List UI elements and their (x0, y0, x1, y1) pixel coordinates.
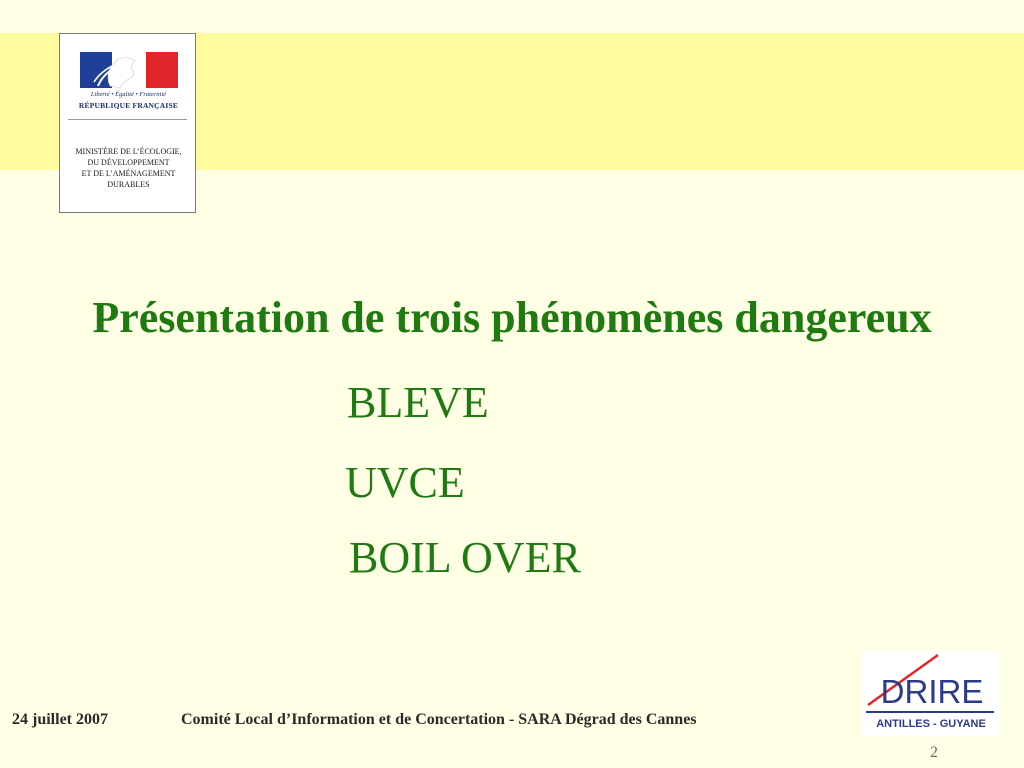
drire-underline (866, 711, 994, 713)
ministry-line: ET DE L’AMÉNAGEMENT (81, 169, 176, 178)
ministry-line: DU DÉVELOPPEMENT (87, 158, 170, 167)
marianne-flag-icon (80, 52, 178, 88)
motto-text: Liberté • Égalité • Fraternité (90, 91, 167, 98)
ministry-line: DURABLES (107, 180, 150, 189)
drire-region: ANTILLES - GUYANE (876, 718, 986, 730)
footer-event: Comité Local d’Information et de Concertation - SARA Dégrad des Cannes (181, 711, 697, 728)
drire-wordmark-icon (862, 651, 1000, 713)
ministry-line: MINISTÈRE DE L’ÉCOLOGIE, (75, 147, 182, 156)
drire-name: DRIRE (880, 673, 984, 710)
footer-date: 24 juillet 2007 (12, 711, 108, 728)
ministry-name (60, 146, 197, 190)
logo-divider (68, 119, 187, 120)
phenomenon-item: BLEVE (347, 378, 489, 427)
drire-logo (862, 651, 1000, 736)
page-number: 2 (930, 744, 938, 761)
republique-francaise-text: RÉPUBLIQUE FRANÇAISE (78, 101, 179, 110)
slide-title: Présentation de trois phénomènes dangereux (92, 293, 932, 342)
phenomenon-item: UVCE (345, 458, 465, 507)
republique-francaise-logo (59, 33, 196, 213)
phenomenon-item: BOIL OVER (349, 533, 581, 582)
